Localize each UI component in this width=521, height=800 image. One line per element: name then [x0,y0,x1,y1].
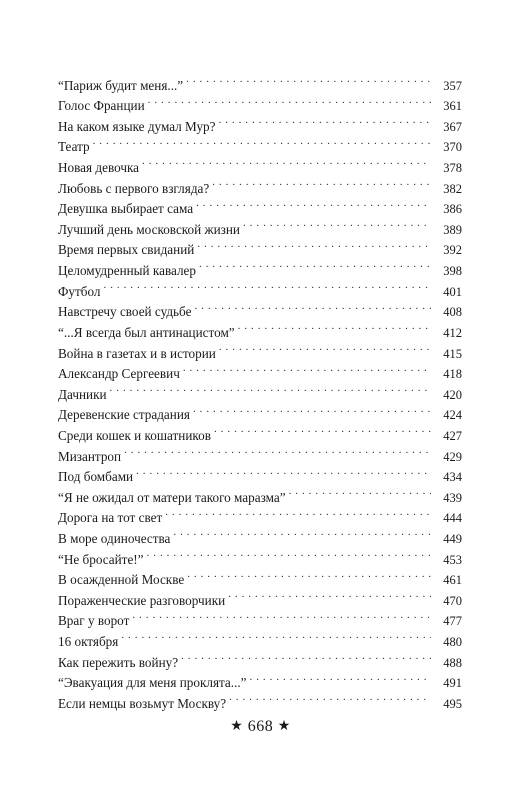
toc-entry-title: Мизантроп [58,447,124,468]
toc-entry [58,296,462,320]
dot-leader [228,584,431,605]
toc-entry-page: 361 [431,96,462,117]
toc-entry-title: Дорога на тот свет [58,508,165,529]
toc-entry-page: 357 [431,76,462,97]
table-of-contents [58,69,462,711]
toc-entry-title: В осажденной Москве [58,570,187,591]
toc-entry-title: Футбол [58,282,104,303]
toc-entry-title: Голос Франции [58,96,148,117]
toc-entry-title: Любовь с первого взгляда? [58,179,212,200]
toc-entry-page: 427 [431,426,462,447]
toc-entry-title: Навстречу своей судьбе [58,302,194,323]
toc-entry-title: Александр Сергеевич [58,364,183,385]
dot-leader [212,172,431,193]
toc-entry-title: Под бомбами [58,467,136,488]
toc-entry-page: 480 [431,632,462,653]
toc-entry-title: “Париж будит меня...” [58,76,186,97]
toc-entry-page: 429 [431,447,462,468]
dot-leader [186,69,431,90]
dot-leader [93,131,431,152]
dot-leader [124,440,431,461]
toc-entry-title: Целомудренный кавалер [58,261,199,282]
toc-entry-page: 444 [431,508,462,529]
toc-entry-page: 370 [431,137,462,158]
star-icon-left: ★ [230,719,244,734]
dot-leader [104,275,432,296]
toc-entry-page: 491 [431,673,462,694]
dot-leader [148,90,431,111]
dot-leader [250,667,431,688]
dot-leader [165,502,431,523]
toc-entry-title: Война в газетах и в истории [58,344,219,365]
toc-entry [58,275,462,299]
toc-entry-page: 401 [431,282,462,303]
toc-entry-page: 424 [431,405,462,426]
toc-entry-page: 449 [431,529,462,550]
page-number: 668 [247,718,274,735]
dot-leader [121,625,431,646]
dot-leader [181,646,431,667]
dot-leader [229,687,431,708]
toc-entry-page: 382 [431,179,462,200]
toc-entry-page: 418 [431,364,462,385]
toc-entry-title: На каком языке думал Мур? [58,117,219,138]
dot-leader [199,254,431,275]
toc-entry-title: “Эвакуация для меня проклята...” [58,673,250,694]
toc-entry-page: 412 [431,323,462,344]
dot-leader [289,481,431,502]
toc-entry [58,69,462,93]
toc-entry-page: 439 [431,488,462,509]
dot-leader [187,564,431,585]
toc-entry-title: Враг у ворот [58,611,132,632]
dot-leader [183,358,431,379]
dot-leader [132,605,431,626]
toc-entry-title: “Я не ожидал от матери такого маразма” [58,488,289,509]
toc-entry [58,378,462,402]
dot-leader [136,461,431,482]
dot-leader [238,316,431,337]
toc-entry-title: Если немцы возьмут Москву? [58,694,229,715]
toc-entry [58,151,462,176]
toc-entry-page: 477 [431,611,462,632]
toc-entry-page: 434 [431,467,462,488]
dot-leader [214,419,431,440]
toc-entry-page: 420 [431,385,462,406]
toc-entry-title: Как пережить войну? [58,653,181,674]
dot-leader [196,193,431,214]
toc-entry [58,131,462,155]
toc-entry-page: 389 [431,220,462,241]
toc-entry-title: В море одиночества [58,529,173,550]
toc-entry-page: 415 [431,344,462,365]
toc-entry-title: 16 октября [58,632,121,653]
toc-entry-page: 367 [431,117,462,138]
toc-entry-page: 386 [431,199,462,220]
toc-entry-page: 453 [431,550,462,571]
toc-entry-page: 408 [431,302,462,323]
toc-entry-title: Театр [58,137,93,158]
dot-leader [197,234,431,255]
dot-leader [173,522,431,543]
toc-entry-title: “...Я всегда был антинацистом” [58,323,238,344]
toc-entry-title: Среди кошек и кошатников [58,426,214,447]
dot-leader [147,543,431,564]
dot-leader [243,213,431,234]
toc-entry-title: Лучший день московской жизни [58,220,243,241]
toc-entry [58,399,462,423]
dot-leader [219,110,432,131]
dot-leader [193,399,431,420]
toc-entry-title: Пораженческие разговорчики [58,591,228,612]
toc-entry-page: 470 [431,591,462,612]
toc-entry-title: “Не бросайте!” [58,550,147,571]
toc-entry-page: 495 [431,694,462,715]
dot-leader [110,378,431,399]
dot-leader [219,337,431,358]
toc-entry-title: Время первых свиданий [58,240,197,261]
toc-entry-title: Новая девочка [58,158,142,179]
toc-entry-title: Девушка выбирает сама [58,199,196,220]
toc-entry-page: 392 [431,240,462,261]
toc-entry-page: 378 [431,158,462,179]
toc-entry-page: 398 [431,261,462,282]
page-footer [0,718,521,736]
star-icon-right: ★ [277,719,291,734]
toc-entry-title: Деревенские страдания [58,405,193,426]
dot-leader [142,151,431,172]
dot-leader [194,296,431,317]
toc-entry-page: 461 [431,570,462,591]
toc-entry-title: Дачники [58,385,110,406]
toc-entry-page: 488 [431,653,462,674]
